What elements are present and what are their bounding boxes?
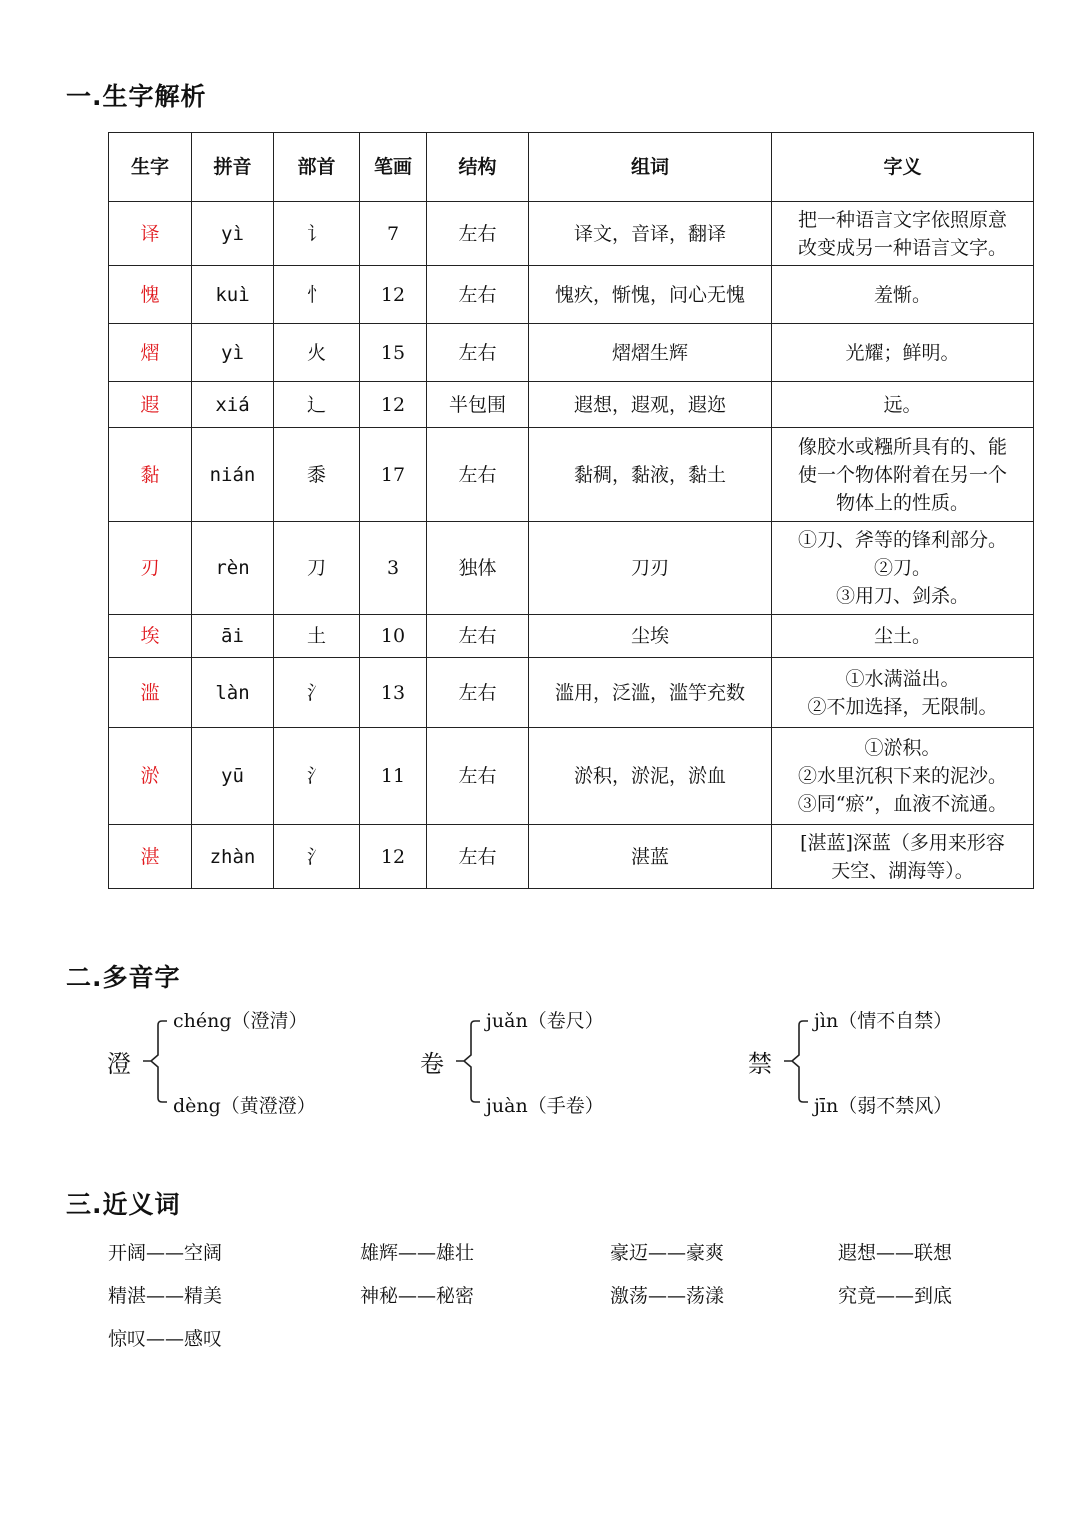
meaning-line: ③用刀、剑杀。 xyxy=(835,585,969,607)
meaning-line: 尘土。 xyxy=(873,625,931,647)
words-cell: 译文，音译，翻译 xyxy=(529,202,772,266)
pinyin-cell: rèn xyxy=(192,522,274,615)
section-title-synonyms: 三.近义词 xyxy=(66,1190,181,1219)
strokes-cell: 13 xyxy=(360,658,427,728)
radical-cell: 氵 xyxy=(274,825,360,889)
char-cell: 译 xyxy=(109,202,192,266)
words-cell: 遐想，遐观，遐迩 xyxy=(529,382,772,428)
radical-cell: 讠 xyxy=(274,202,360,266)
meaning-line: ①水满溢出。 xyxy=(845,667,960,690)
meaning-line: 羞惭。 xyxy=(873,283,931,306)
radical-cell: 氵 xyxy=(274,658,360,728)
polyphone-reading-1: jìn（情不自禁） xyxy=(814,1010,953,1032)
pinyin-cell: xiá xyxy=(192,382,274,428)
table-row xyxy=(109,266,1034,324)
pinyin-cell: kuì xyxy=(192,266,274,324)
header-meaning: 字义 xyxy=(772,133,1034,202)
meaning-line: [湛蓝]深蓝（多用来形容 xyxy=(800,831,1005,854)
table-row xyxy=(109,382,1034,428)
table-row xyxy=(109,615,1034,658)
synonym-pair: 豪迈——豪爽 xyxy=(610,1242,725,1264)
polyphone-reading-2: dèng（黄澄澄） xyxy=(173,1095,316,1117)
words-cell: 湛蓝 xyxy=(529,825,772,889)
meaning-line: 像胶水或糨所具有的、能 xyxy=(797,435,1007,458)
char-cell: 埃 xyxy=(109,615,192,658)
header-radical: 部首 xyxy=(274,133,360,202)
meaning-line: ②刀。 xyxy=(873,557,931,579)
radical-cell: 火 xyxy=(274,324,360,382)
header-pinyin: 拼音 xyxy=(192,133,274,202)
strokes-cell: 3 xyxy=(360,522,427,615)
radical-cell: 氵 xyxy=(274,728,360,825)
header-structure: 结构 xyxy=(427,133,529,202)
meaning-line: 天空、湖海等）。 xyxy=(831,859,974,882)
strokes-cell: 17 xyxy=(360,428,427,522)
header-words: 组词 xyxy=(529,133,772,202)
words-cell: 熠熠生辉 xyxy=(529,324,772,382)
synonym-pair: 雄辉——雄壮 xyxy=(360,1242,475,1264)
meaning-line: 使一个物体附着在另一个 xyxy=(797,463,1007,486)
structure-cell: 左右 xyxy=(427,658,529,728)
section-title-characters: 一.生字解析 xyxy=(66,82,207,111)
structure-cell: 左右 xyxy=(427,615,529,658)
meaning-cell xyxy=(772,382,1034,428)
pinyin-cell: yì xyxy=(192,324,274,382)
pinyin-cell: yū xyxy=(192,728,274,825)
meaning-line: 远。 xyxy=(883,393,922,416)
structure-cell: 半包围 xyxy=(427,382,529,428)
table-row xyxy=(109,324,1034,382)
structure-cell: 左右 xyxy=(427,728,529,825)
polyphone-reading-1: juǎn（卷尺） xyxy=(486,1010,604,1032)
pinyin-cell: āi xyxy=(192,615,274,658)
meaning-line: ①淤积。 xyxy=(864,737,941,759)
meaning-cell xyxy=(772,728,1034,825)
words-cell: 黏稠，黏液，黏土 xyxy=(529,428,772,522)
strokes-cell: 15 xyxy=(360,324,427,382)
bracket-icon xyxy=(748,1000,808,1120)
bracket-icon xyxy=(420,1000,480,1120)
radical-cell: 辶 xyxy=(274,382,360,428)
synonym-pair: 惊叹——感叹 xyxy=(108,1328,223,1350)
table-row xyxy=(109,522,1034,615)
structure-cell: 独体 xyxy=(427,522,529,615)
polyphone-reading-2: juàn（手卷） xyxy=(486,1095,604,1117)
pinyin-cell: yì xyxy=(192,202,274,266)
meaning-line: ②不加选择，无限制。 xyxy=(807,695,998,718)
meaning-line: 把一种语言文字依照原意 xyxy=(797,208,1007,231)
char-cell: 刃 xyxy=(109,522,192,615)
radical-cell: 土 xyxy=(274,615,360,658)
structure-cell: 左右 xyxy=(427,428,529,522)
character-table xyxy=(108,132,1034,889)
char-cell: 愧 xyxy=(109,266,192,324)
polyphone-char: 卷 xyxy=(420,1050,444,1078)
table-row xyxy=(109,428,1034,522)
radical-cell: 忄 xyxy=(274,266,360,324)
pinyin-cell: làn xyxy=(192,658,274,728)
meaning-cell xyxy=(772,324,1034,382)
section-title-polyphones: 二.多音字 xyxy=(66,963,181,992)
polyphone-char: 禁 xyxy=(748,1050,772,1078)
strokes-cell: 7 xyxy=(360,202,427,266)
polyphone-reading-2: jīn（弱不禁风） xyxy=(814,1095,953,1117)
table-row xyxy=(109,728,1034,825)
table-row xyxy=(109,825,1034,889)
meaning-line: ③同“瘀”，血液不流通。 xyxy=(797,793,1008,815)
words-cell: 尘埃 xyxy=(529,615,772,658)
meaning-cell xyxy=(772,428,1034,522)
table-row xyxy=(109,202,1034,266)
structure-cell: 左右 xyxy=(427,324,529,382)
meaning-line: 改变成另一种语言文字。 xyxy=(797,236,1007,259)
strokes-cell: 12 xyxy=(360,266,427,324)
meaning-cell xyxy=(772,266,1034,324)
words-cell: 刀刃 xyxy=(529,522,772,615)
pinyin-cell: zhàn xyxy=(192,825,274,889)
synonym-pair: 激荡——荡漾 xyxy=(610,1285,725,1307)
char-cell: 滥 xyxy=(109,658,192,728)
meaning-line: 物体上的性质。 xyxy=(835,491,969,514)
table-row xyxy=(109,658,1034,728)
char-cell: 湛 xyxy=(109,825,192,889)
pinyin-cell: nián xyxy=(192,428,274,522)
meaning-line: ②水里沉积下来的泥沙。 xyxy=(797,765,1007,787)
meaning-cell xyxy=(772,615,1034,658)
synonym-pair: 神秘——秘密 xyxy=(360,1285,475,1307)
strokes-cell: 11 xyxy=(360,728,427,825)
structure-cell: 左右 xyxy=(427,266,529,324)
polyphone-group xyxy=(748,1000,1078,1120)
meaning-cell xyxy=(772,202,1034,266)
char-cell: 遐 xyxy=(109,382,192,428)
synonym-pair: 开阔——空阔 xyxy=(108,1242,223,1264)
bracket-icon xyxy=(107,1000,167,1120)
header-char: 生字 xyxy=(109,133,192,202)
synonym-pair: 精湛——精美 xyxy=(108,1285,223,1307)
char-cell: 熠 xyxy=(109,324,192,382)
char-cell: 黏 xyxy=(109,428,192,522)
words-cell: 滥用，泛滥，滥竽充数 xyxy=(529,658,772,728)
meaning-line: 光耀；鲜明。 xyxy=(845,341,960,364)
meaning-line: ①刀、斧等的锋利部分。 xyxy=(797,529,1007,551)
meaning-cell xyxy=(772,522,1034,615)
char-cell: 淤 xyxy=(109,728,192,825)
structure-cell: 左右 xyxy=(427,825,529,889)
polyphone-reading-1: chéng（澄清） xyxy=(173,1010,308,1032)
table-header-row xyxy=(109,133,1034,202)
synonym-pair: 究竟——到底 xyxy=(838,1285,953,1307)
polyphone-group xyxy=(420,1000,750,1120)
polyphone-char: 澄 xyxy=(107,1050,131,1078)
words-cell: 淤积，淤泥，淤血 xyxy=(529,728,772,825)
meaning-cell xyxy=(772,658,1034,728)
synonym-pair: 遐想——联想 xyxy=(838,1242,953,1264)
radical-cell: 刀 xyxy=(274,522,360,615)
strokes-cell: 12 xyxy=(360,825,427,889)
words-cell: 愧疚，惭愧，问心无愧 xyxy=(529,266,772,324)
structure-cell: 左右 xyxy=(427,202,529,266)
polyphone-group xyxy=(107,1000,437,1120)
strokes-cell: 12 xyxy=(360,382,427,428)
meaning-cell xyxy=(772,825,1034,889)
radical-cell: 黍 xyxy=(274,428,360,522)
strokes-cell: 10 xyxy=(360,615,427,658)
header-strokes: 笔画 xyxy=(360,133,427,202)
